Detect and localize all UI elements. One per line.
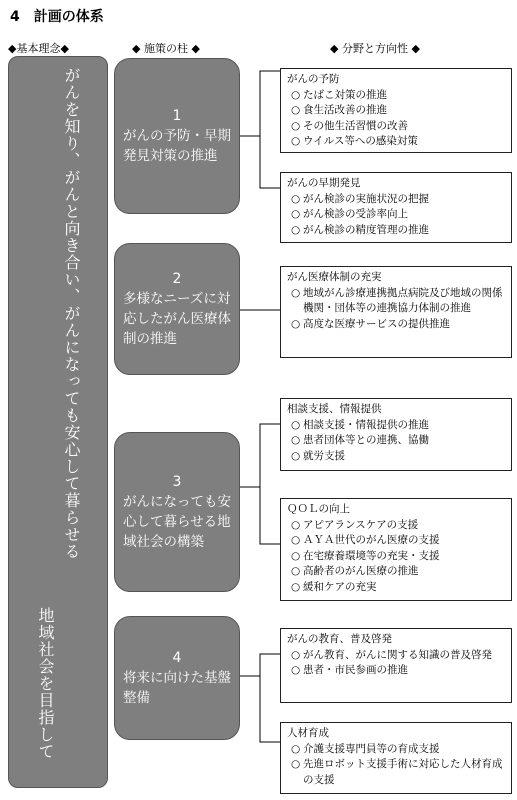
field-title: がん医療体制の充実 xyxy=(287,271,382,283)
bullet-mark: ○ xyxy=(291,565,301,577)
field-title: 相談支援、情報提供 xyxy=(287,403,382,415)
field-box-medical-system xyxy=(280,266,512,358)
bullet-mark: ○ xyxy=(291,208,301,220)
field-box-early-detection xyxy=(280,172,512,243)
list-item xyxy=(287,119,505,135)
basic-philosophy-box xyxy=(8,56,108,788)
header-fields-directions: ◆ 分野と方向性 ◆ xyxy=(330,42,420,55)
pillar-number: 1 xyxy=(172,108,182,124)
item-text: 地域がん診療連携拠点病院及び地域の関係機関・団体等の連携協力体制の推進 xyxy=(303,286,503,314)
item-text: がん検診の精度管理の推進 xyxy=(303,223,429,236)
item-text: 介護支援専門員等の育成支援 xyxy=(303,742,440,755)
bullet-mark: ○ xyxy=(291,758,301,770)
item-text: 緩和ケアの充実 xyxy=(303,580,377,593)
item-text: がん検診の受診率向上 xyxy=(303,208,408,220)
field-title: ＱＯＬの向上 xyxy=(287,503,350,515)
bullet-mark: ○ xyxy=(291,317,301,330)
header-policy-pillars: ◆ 施策の柱 ◆ xyxy=(132,42,200,55)
list-item xyxy=(287,103,505,119)
item-text: 患者団体等との連携、協働 xyxy=(303,434,429,446)
pillar-2 xyxy=(114,243,240,375)
item-text: その他生活習慣の改善 xyxy=(303,119,408,132)
list-item xyxy=(287,742,505,758)
list-item xyxy=(287,648,505,664)
page-title: 4 計画の体系 xyxy=(10,9,104,25)
list-item xyxy=(287,418,505,434)
list-item xyxy=(287,433,505,449)
list-item xyxy=(287,449,505,465)
pillar-number: 4 xyxy=(172,650,182,666)
bullet-mark: ○ xyxy=(291,434,301,446)
bullet-mark: ○ xyxy=(291,518,301,531)
pillar-text: 将来に向けた基盤整備 xyxy=(123,670,231,706)
bullet-mark: ○ xyxy=(291,418,301,431)
bullet-mark: ○ xyxy=(291,286,301,299)
item-text: がん検診の実施状況の把握 xyxy=(303,192,429,205)
pillar-number: 2 xyxy=(172,271,182,287)
item-text: 相談支援・情報提供の推進 xyxy=(303,418,429,431)
list-item xyxy=(287,134,505,150)
item-text: アピアランスケアの支援 xyxy=(303,518,419,531)
bullet-mark: ○ xyxy=(291,534,301,546)
list-item xyxy=(287,317,505,333)
list-item xyxy=(287,286,505,317)
field-title: がんの教育、普及啓発 xyxy=(287,633,392,645)
field-box-consultation-support xyxy=(280,398,512,471)
item-text: たばこ対策の推進 xyxy=(303,88,387,101)
list-item xyxy=(287,757,505,788)
list-item xyxy=(287,549,505,565)
bullet-mark: ○ xyxy=(291,223,301,236)
list-item xyxy=(287,533,505,549)
field-box-human-resources xyxy=(280,722,512,794)
field-title: がんの予防 xyxy=(287,73,340,85)
pillar-text: がんになっても安心して暮らせる地域社会の構築 xyxy=(123,494,231,550)
bullet-mark: ○ xyxy=(291,192,301,205)
pillar-text: 多様なニーズに対応したがん医療体制の推進 xyxy=(123,291,231,347)
list-item xyxy=(287,663,505,679)
bullet-mark: ○ xyxy=(291,104,301,116)
pillar-4 xyxy=(114,616,240,740)
item-text: 高齢者のがん医療の推進 xyxy=(303,565,419,577)
item-text: ウイルス等への感染対策 xyxy=(303,135,418,147)
pillar-text: がんの予防・早期発見対策の推進 xyxy=(123,128,231,164)
field-title: 人材育成 xyxy=(287,727,329,739)
bullet-mark: ○ xyxy=(291,648,301,661)
list-item xyxy=(287,223,505,239)
vision-line-2: 地域社会を目指して xyxy=(36,607,55,760)
list-item xyxy=(287,192,505,208)
item-text: 就労支援 xyxy=(303,449,345,462)
bullet-mark: ○ xyxy=(291,664,301,676)
bullet-mark: ○ xyxy=(291,549,301,562)
list-item xyxy=(287,564,505,580)
item-text: 食生活改善の推進 xyxy=(303,104,387,116)
item-text: 先進ロボット支援手術に対応した人材育成の支援 xyxy=(303,758,503,786)
list-item xyxy=(287,207,505,223)
field-title: がんの早期発見 xyxy=(287,177,361,189)
bullet-mark: ○ xyxy=(291,742,301,755)
item-text: 患者・市民参画の推進 xyxy=(303,664,408,676)
pillar-number: 3 xyxy=(172,474,182,490)
pillar-1 xyxy=(114,58,240,214)
field-box-education xyxy=(280,628,512,703)
bullet-mark: ○ xyxy=(291,580,301,593)
bullet-mark: ○ xyxy=(291,88,301,101)
item-text: がん教育、がんに関する知識の普及啓発 xyxy=(303,648,492,661)
header-basic-philosophy: ◆基本理念◆ xyxy=(8,42,69,55)
list-item xyxy=(287,518,505,534)
bullet-mark: ○ xyxy=(291,119,301,132)
list-item xyxy=(287,88,505,104)
bullet-mark: ○ xyxy=(291,135,301,147)
pillar-3 xyxy=(114,432,240,592)
bullet-mark: ○ xyxy=(291,449,301,462)
item-text: ＡＹＡ世代のがん医療の支援 xyxy=(303,534,440,546)
item-text: 高度な医療サービスの提供推進 xyxy=(303,317,450,330)
item-text: 在宅療養環境等の充実・支援 xyxy=(303,549,440,562)
field-box-qol xyxy=(280,498,512,601)
field-box-cancer-prevention xyxy=(280,68,512,153)
vision-line-1: がんを知り、がんと向き合い、がんになっても安心して暮らせる xyxy=(62,67,81,560)
list-item xyxy=(287,580,505,596)
